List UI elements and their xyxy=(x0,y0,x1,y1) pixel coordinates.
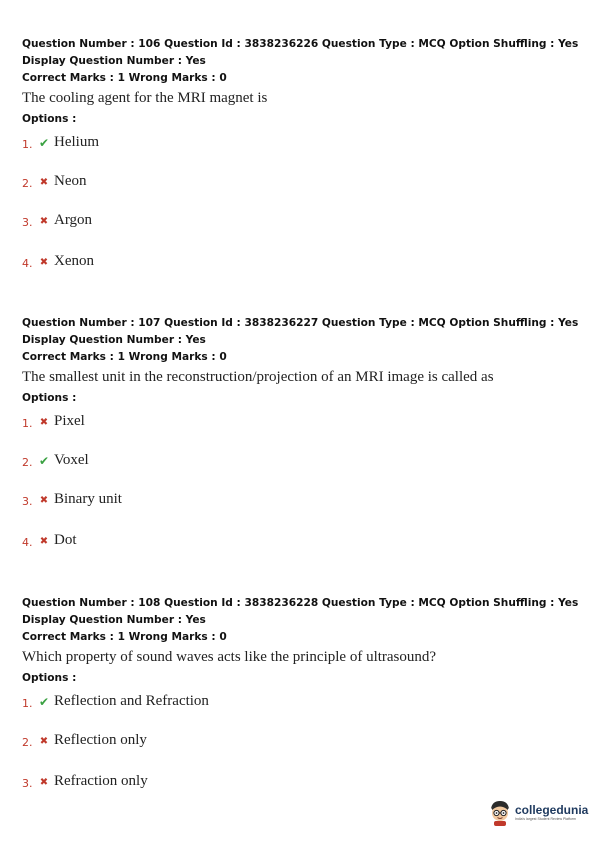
check-icon: ✔ xyxy=(38,695,50,709)
option-number: 2. xyxy=(22,177,33,190)
question-block xyxy=(22,595,582,805)
marks-line: Correct Marks : 1 Wrong Marks : 0 xyxy=(22,351,227,363)
options-label: Options : xyxy=(22,672,77,684)
option-text: Voxel xyxy=(54,451,89,468)
display-question-number: Display Question Number : Yes xyxy=(22,614,206,626)
option-text: Xenon xyxy=(54,252,94,269)
cross-icon: ✖ xyxy=(39,216,49,227)
option-text: Neon xyxy=(54,172,87,189)
option-text: Dot xyxy=(54,531,77,548)
check-icon: ✔ xyxy=(38,454,50,468)
option-number: 4. xyxy=(22,536,33,549)
marks-line: Correct Marks : 1 Wrong Marks : 0 xyxy=(22,72,227,84)
question-meta: Question Number : 107 Question Id : 3838236227 Question Type : MCQ Option Shuffling : Yes xyxy=(22,317,579,329)
option-number: 1. xyxy=(22,697,33,710)
cross-icon: ✖ xyxy=(39,536,49,547)
option-item xyxy=(22,170,87,192)
option-number: 1. xyxy=(22,417,33,430)
option-item xyxy=(22,209,92,231)
cross-icon: ✖ xyxy=(39,736,49,747)
option-text: Pixel xyxy=(54,412,85,429)
option-number: 2. xyxy=(22,736,33,749)
option-item xyxy=(22,770,148,792)
option-number: 4. xyxy=(22,257,33,270)
question-meta: Question Number : 106 Question Id : 3838236226 Question Type : MCQ Option Shuffling : Yes xyxy=(22,38,579,50)
cross-icon: ✖ xyxy=(39,417,49,428)
option-text: Argon xyxy=(54,211,93,228)
option-number: 3. xyxy=(22,216,33,229)
cross-icon: ✖ xyxy=(39,777,49,788)
question-block xyxy=(22,315,582,565)
option-item xyxy=(22,529,77,551)
check-icon: ✔ xyxy=(38,136,50,150)
option-number: 1. xyxy=(22,138,33,151)
cross-icon: ✖ xyxy=(39,257,49,268)
option-item xyxy=(22,690,209,712)
collegedunia-logo xyxy=(488,800,588,826)
options-label: Options : xyxy=(22,392,77,404)
cross-icon: ✖ xyxy=(39,495,49,506)
question-stem: The smallest unit in the reconstruction/projection of an MRI image is called as xyxy=(22,369,494,385)
question-block xyxy=(22,36,582,286)
option-text: Refraction only xyxy=(54,772,148,789)
option-item xyxy=(22,729,147,751)
marks-line: Correct Marks : 1 Wrong Marks : 0 xyxy=(22,631,227,643)
question-stem: Which property of sound waves acts like the principle of ultrasound? xyxy=(22,649,437,665)
option-item xyxy=(22,449,89,471)
option-number: 3. xyxy=(22,777,33,790)
option-text: Helium xyxy=(54,133,99,150)
options-label: Options : xyxy=(22,113,77,125)
option-text: Reflection and Refraction xyxy=(54,692,209,709)
cross-icon: ✖ xyxy=(39,177,49,188)
mascot-icon xyxy=(488,800,512,826)
display-question-number: Display Question Number : Yes xyxy=(22,334,206,346)
option-text: Binary unit xyxy=(54,490,122,507)
question-stem: The cooling agent for the MRI magnet is xyxy=(22,90,268,106)
option-item xyxy=(22,488,122,510)
option-text: Reflection only xyxy=(54,731,147,748)
question-meta: Question Number : 108 Question Id : 3838236228 Question Type : MCQ Option Shuffling : Yes xyxy=(22,597,579,609)
display-question-number: Display Question Number : Yes xyxy=(22,55,206,67)
option-number: 2. xyxy=(22,456,33,469)
option-item xyxy=(22,131,99,153)
option-item xyxy=(22,250,94,272)
brand-name: collegedunia xyxy=(515,803,589,817)
brand-tagline: India's largest Student Review Platform xyxy=(515,817,576,821)
option-number: 3. xyxy=(22,495,33,508)
option-item xyxy=(22,410,85,432)
